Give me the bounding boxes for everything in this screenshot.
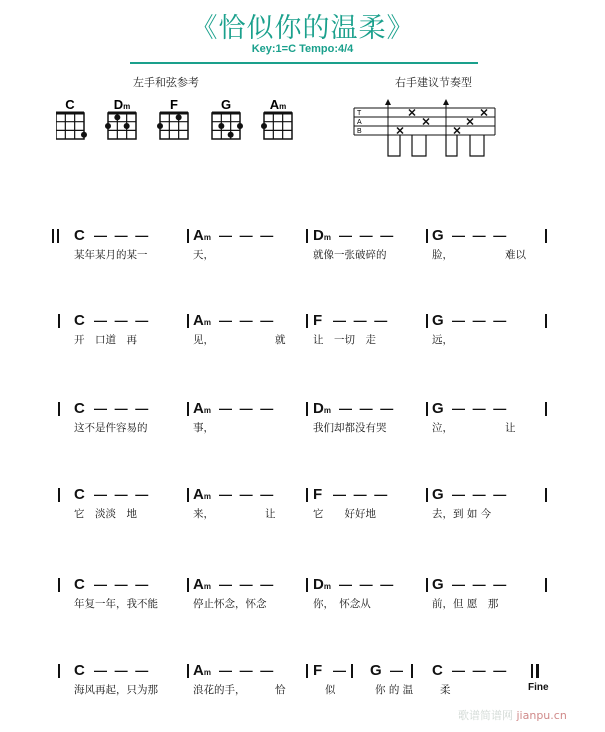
finger-dot: [237, 123, 243, 129]
bar-line: [426, 578, 428, 592]
strum-mark: [423, 119, 429, 125]
chord-symbol: [370, 662, 382, 680]
chord-root: G: [432, 486, 444, 503]
chord-root: C: [74, 486, 85, 503]
tab-string-label: A: [357, 119, 362, 126]
beat-dashes: — — —: [94, 487, 151, 502]
lyric-text: 它 好好地: [313, 508, 376, 520]
bar-line: [426, 314, 428, 328]
chord-quality: m: [203, 492, 211, 501]
beat-dashes: — — —: [339, 401, 396, 416]
lyric-text: 泣，: [432, 422, 453, 434]
lyric-text: 你 的 温: [375, 684, 414, 696]
lyric-text: 就: [275, 334, 286, 346]
finger-dot: [124, 123, 130, 129]
lyric-text: 它 淡淡 地: [74, 508, 137, 520]
beat-stem: [446, 135, 457, 156]
chord-symbol: [74, 662, 85, 680]
beat-dashes: — — —: [94, 401, 151, 416]
chord-symbol: [74, 576, 85, 594]
chord-root: G: [432, 400, 444, 417]
chord-root: F: [313, 486, 323, 503]
bar-line: [187, 664, 189, 678]
beat-stem: [412, 135, 426, 156]
watermark-site: 歌谱简谱网: [458, 709, 513, 722]
chord-root: A: [193, 312, 204, 329]
chord-symbol: [313, 662, 322, 680]
lyric-text: 就像一张破碎的: [313, 249, 387, 261]
bar-line: [52, 229, 54, 243]
bar-line: [426, 488, 428, 502]
beat-dashes: — — —: [219, 663, 276, 678]
strum-mark: [409, 110, 415, 116]
chord-symbol: [193, 312, 211, 332]
beat-dashes: — — —: [452, 401, 509, 416]
chord-symbol: [432, 662, 443, 680]
chord-root: F: [313, 312, 323, 329]
final-bar: [531, 664, 533, 678]
lyric-text: 让: [265, 508, 276, 520]
chord-root: A: [193, 486, 204, 503]
bar-line: [545, 402, 547, 416]
chord-root: G: [370, 662, 382, 679]
finger-dot: [228, 132, 234, 138]
chord-symbol: [74, 400, 85, 418]
chord-root: C: [74, 312, 85, 329]
bar-line: [545, 314, 547, 328]
bar-line: [187, 314, 189, 328]
bar-line: [545, 229, 547, 243]
lyric-text: 开 口道 再: [74, 334, 137, 346]
beat-dashes: —: [333, 663, 348, 678]
chord-quality: m: [203, 233, 211, 242]
chord-symbol: [432, 486, 444, 504]
finger-dot: [157, 123, 163, 129]
lyric-text: 某年某月的某一: [74, 249, 148, 261]
lyric-text: 浪花的手，: [193, 684, 246, 696]
beat-dashes: — — —: [333, 487, 390, 502]
bar-line: [306, 229, 308, 243]
chord-quality: m: [203, 668, 211, 677]
chord-diagram-label: F: [170, 98, 178, 112]
finger-dot: [261, 123, 267, 129]
bar-line: [545, 488, 547, 502]
beat-dashes: — — —: [452, 313, 509, 328]
chord-root: D: [313, 227, 324, 244]
beat-dashes: — — —: [452, 663, 509, 678]
chord-quality: m: [323, 406, 331, 415]
chord-root: C: [74, 576, 85, 593]
chord-quality: m: [203, 406, 211, 415]
beat-stem: [470, 135, 484, 156]
tab-string-label: T: [357, 110, 362, 117]
strum-mark: [467, 119, 473, 125]
bar-line: [306, 488, 308, 502]
bar-line: [58, 578, 60, 592]
lyric-text: 天，: [193, 249, 214, 261]
chord-root: C: [74, 227, 85, 244]
song-title: 《恰似你的温柔》: [190, 13, 415, 44]
beat-dashes: — — —: [219, 577, 276, 592]
chord-quality: m: [323, 582, 331, 591]
chord-symbol: [432, 576, 444, 594]
chord-symbol: [313, 486, 322, 504]
rhythm-pattern: [350, 98, 500, 160]
chord-symbol: [193, 227, 211, 247]
bass-arrow: [443, 99, 449, 105]
beat-dashes: — — —: [452, 487, 509, 502]
beat-stem: [388, 135, 400, 156]
bar-line: [187, 578, 189, 592]
chord-root: C: [74, 662, 85, 679]
lyric-text: 来，: [193, 508, 214, 520]
beat-dashes: — — —: [94, 228, 151, 243]
chord-symbol: [313, 227, 331, 247]
beat-dashes: — — —: [94, 577, 151, 592]
chord-root: A: [193, 400, 204, 417]
chord-root: D: [313, 400, 324, 417]
bar-line: [57, 229, 59, 243]
beat-dashes: — — —: [219, 487, 276, 502]
chord-symbol: [193, 576, 211, 596]
chord-diagrams: [56, 98, 306, 158]
bar-line: [306, 402, 308, 416]
finger-dot: [81, 132, 87, 138]
lyric-text: 你， 怀念从: [313, 598, 371, 610]
title-rule: [130, 62, 478, 64]
chord-symbol: [193, 486, 211, 506]
chord-root: D: [313, 576, 324, 593]
lyric-text: 海风再起，只为那: [74, 684, 158, 696]
chord-diagram-label: Dm: [113, 98, 131, 112]
lyric-text: 事，: [193, 422, 214, 434]
strum-mark: [481, 110, 487, 116]
chord-symbol: [432, 400, 444, 418]
lyric-text: 年复一年，我不能: [74, 598, 158, 610]
chord-root: G: [432, 312, 444, 329]
rhythm-caption: 右手建议节奏型: [395, 76, 472, 89]
chord-quality: m: [203, 582, 211, 591]
chord-symbol: [432, 312, 444, 330]
chord-symbol: [313, 312, 322, 330]
chord-symbol: [74, 227, 85, 245]
chord-symbol: [74, 486, 85, 504]
beat-dashes: — — —: [219, 313, 276, 328]
beat-dashes: — — —: [333, 313, 390, 328]
bass-arrow: [385, 99, 391, 105]
watermark: [458, 707, 567, 723]
lyric-text: 难以: [505, 249, 526, 261]
chord-symbol: [74, 312, 85, 330]
chord-diagram-label: Am: [269, 98, 287, 112]
lyric-text: 让: [505, 422, 516, 434]
lyric-text: 让 一切 走: [313, 334, 376, 346]
beat-dashes: — — —: [94, 313, 151, 328]
bar-line: [187, 229, 189, 243]
lyric-text: 脸，: [432, 249, 453, 261]
tab-string-label: B: [357, 128, 362, 135]
chord-root: A: [193, 227, 204, 244]
finger-dot: [105, 123, 111, 129]
chord-root: A: [193, 662, 204, 679]
bar-line: [306, 578, 308, 592]
chord-symbol: [313, 576, 331, 596]
beat-dashes: — — —: [339, 228, 396, 243]
chord-root: G: [432, 576, 444, 593]
chord-symbol: [432, 227, 444, 245]
finger-dot: [218, 123, 224, 129]
chord-diagram-label: G: [220, 98, 232, 112]
chord-symbol: [193, 400, 211, 420]
chord-quality: m: [323, 233, 331, 242]
bar-line: [306, 664, 308, 678]
chord-root: A: [193, 576, 204, 593]
lyric-text: 这不是件容易的: [74, 422, 148, 434]
bar-line: [187, 402, 189, 416]
lyric-text: 我们却都没有哭: [313, 422, 387, 434]
chord-quality: m: [203, 318, 211, 327]
bar-line: [426, 402, 428, 416]
finger-dot: [114, 114, 120, 120]
strum-mark: [454, 128, 460, 134]
lyric-text: 前，但 愿 那: [432, 598, 499, 610]
key-tempo: Key:1=C Tempo:4/4: [251, 43, 354, 55]
lyric-text: 柔: [440, 684, 451, 696]
chord-root: G: [432, 227, 444, 244]
lyric-text: 恰: [275, 684, 286, 696]
lyric-text: 去，到 如 今: [432, 508, 492, 520]
chord-diagram-label: C: [65, 98, 75, 112]
bar-line: [58, 664, 60, 678]
lyric-text: 似: [325, 684, 336, 696]
bar-line: [187, 488, 189, 502]
finger-dot: [176, 114, 182, 120]
beat-dashes: — — —: [94, 663, 151, 678]
chord-symbol: [193, 662, 211, 682]
final-bar: [536, 664, 539, 678]
fine-mark: Fine: [528, 682, 549, 693]
beat-dashes: — — —: [339, 577, 396, 592]
watermark-url: jianpu.cn: [516, 709, 567, 722]
chord-symbol: [313, 400, 331, 420]
bar-line: [58, 314, 60, 328]
lyric-text: 见，: [193, 334, 214, 346]
bar-line: [58, 402, 60, 416]
chord-root: C: [432, 662, 443, 679]
beat-dashes: — — —: [452, 228, 509, 243]
beat-dashes: —: [390, 663, 405, 678]
chord-root: C: [74, 400, 85, 417]
chord-root: F: [313, 662, 323, 679]
bar-line: [411, 664, 413, 678]
beat-dashes: — — —: [452, 577, 509, 592]
lyric-text: 停止怀念，怀念: [193, 598, 267, 610]
bar-line: [351, 664, 353, 678]
bar-line: [306, 314, 308, 328]
bar-line: [545, 578, 547, 592]
chord-caption: 左手和弦参考: [133, 76, 199, 89]
strum-mark: [397, 128, 403, 134]
bar-line: [426, 229, 428, 243]
lyric-text: 远，: [432, 334, 453, 346]
beat-dashes: — — —: [219, 401, 276, 416]
beat-dashes: — — —: [219, 228, 276, 243]
bar-line: [58, 488, 60, 502]
